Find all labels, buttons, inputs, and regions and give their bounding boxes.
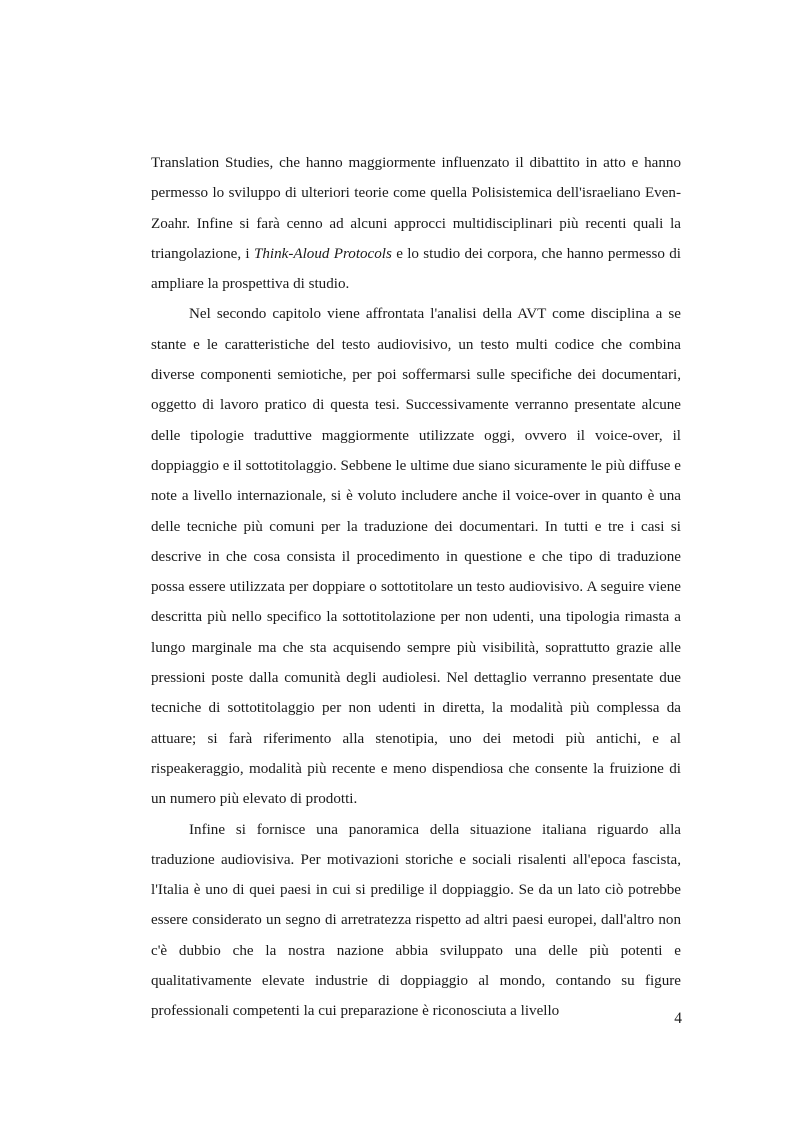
paragraph-1	[151, 148, 681, 299]
page-number: 4	[674, 1010, 682, 1027]
paragraph-2: Nel secondo capitolo viene affrontata l'analisi della AVT come disciplina a se stante e le caratteristiche del testo audiovisivo, un testo multi codice che combina diverse componenti semiotiche, per poi soffermarsi sulle specifiche dei documentari, oggetto di lavoro pratico di questa tesi. Successivamente verranno presentate alcune delle tipologie traduttive maggiormente utilizzate oggi, ovvero il voice-over, il doppiaggio e il sottotitolaggio. Sebbene le ultime due siano sicuramente le più diffuse e note a livello internazionale, si è voluto includere anche il voice-over in quanto è una delle tecniche più comuni per la traduzione dei documentari. In tutti e tre i casi si descrive in che cosa consista il procedimento in questione e che tipo di traduzione possa essere utilizzata per doppiare o sottotitolare un testo audiovisivo. A seguire viene descritta più nello specifico la sottotitolazione per non udenti, una tipologia rimasta a lungo marginale ma che sta acquisendo sempre più visibilità, soprattutto grazie alle pressioni poste dalla comunità degli audiolesi. Nel dettaglio verranno presentate due tecniche di sottotitolaggio per non udenti in diretta, la modalità più complessa da attuare; si farà riferimento alla stenotipia, uno dei metodi più antichi, e al rispeakeraggio, modalità più recente e meno dispendiosa che consente la fruizione di un numero più elevato di prodotti.	[151, 306, 681, 808]
body-text	[151, 148, 681, 1027]
italic-term: Think-Aloud Protocols	[253, 245, 392, 262]
paragraph-3: Infine si fornisce una panoramica della situazione italiana riguardo alla traduzione audiovisiva. Per motivazioni storiche e sociali risalenti all'epoca fascista, l'Italia è uno di quei paesi in cui si predilige il doppiaggio. Se da un lato ciò potrebbe essere considerato un segno di arretratezza rispetto ad altri paesi europei, dall'altro non c'è dubbio che la nostra nazione abbia sviluppato una delle più potenti e qualitativamente elevate industrie di doppiaggio al mondo, contando su figure professionali competenti la cui preparazione è riconosciuta a livello	[151, 821, 681, 1020]
paragraph-1-text: Translation Studies, che hanno maggiormente influenzato il dibattito in atto e hanno permesso lo sviluppo di ulteriori teorie come quella Polisistemica dell'israeliano Even-Zoahr. Infine si farà cenno ad alcuni approcci multidisciplinari più recenti quali la triangolazione, i	[151, 155, 681, 262]
paragraph-1-text-end: e lo studio dei corpora, che hanno permesso di ampliare la prospettiva di studio.	[151, 245, 681, 293]
